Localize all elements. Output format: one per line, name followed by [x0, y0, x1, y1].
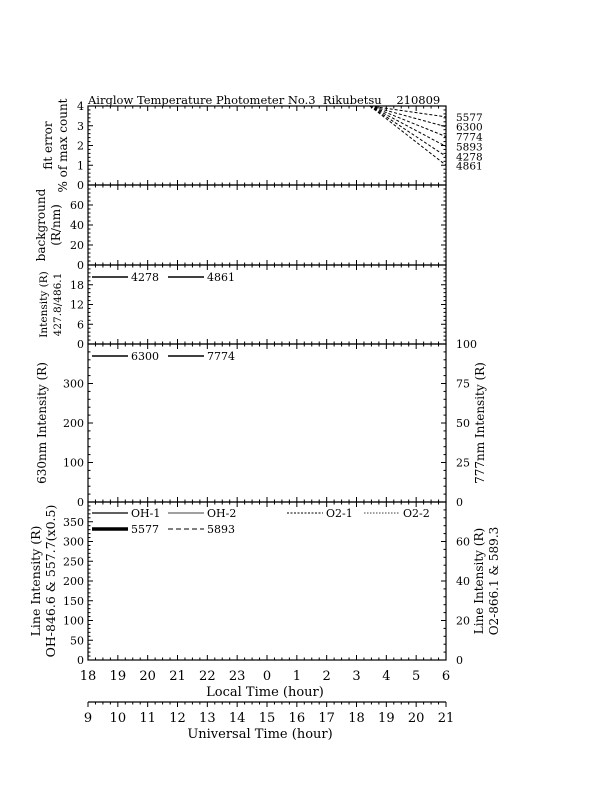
lt-tick-label: 4 [382, 669, 391, 684]
y-tick-label: 200 [63, 575, 84, 588]
lt-tick-label: 21 [169, 669, 186, 684]
series-line-4278 [370, 106, 446, 156]
chart-title: Airglow Temperature Photometer No.3 Rikubetsu 210809 [88, 93, 441, 107]
y-axis-label: 630nm Intensity (R) [35, 362, 49, 484]
y-axis-label: 427.8/486.1 [52, 272, 64, 337]
lt-tick-label: 1 [292, 669, 301, 684]
series-label-5577: 5577 [456, 111, 483, 124]
legend-label-OH-1: OH-1 [131, 507, 161, 520]
legend-label-O2-2: O2-2 [403, 507, 430, 520]
y-tick-label: 50 [70, 634, 84, 648]
y-axis-label: Intensity (R) [38, 271, 50, 338]
legend-label-O2-1: O2-1 [326, 507, 353, 520]
series-label-6300: 6300 [456, 121, 483, 134]
ut-tick-label: 10 [109, 711, 127, 726]
legend-label-5577: 5577 [131, 523, 159, 536]
y-right-tick-label: 60 [456, 535, 470, 549]
legend-label-7774: 7774 [207, 350, 235, 363]
y-tick-label: 1 [77, 159, 84, 173]
lt-tick-label: 22 [199, 669, 216, 684]
panel-intensity-427 [38, 265, 446, 351]
y-tick-label: 100 [63, 456, 84, 470]
y-tick-label: 40 [70, 219, 84, 232]
panel-fit-error [41, 98, 483, 192]
ut-tick-label: 18 [348, 711, 365, 726]
y-axis-label: fit error [41, 121, 55, 170]
y-right-tick-label: 50 [456, 417, 470, 430]
lt-tick-label: 19 [109, 669, 127, 684]
y-right-tick-label: 0 [456, 654, 463, 667]
ut-tick-label: 14 [228, 711, 246, 726]
local-time-label: Local Time (hour) [206, 685, 324, 700]
y-tick-label: 0 [77, 654, 84, 667]
y-tick-label: 20 [70, 239, 84, 252]
series-label-7774: 7774 [456, 131, 483, 144]
legend-label-4861: 4861 [207, 271, 235, 284]
legend-label-5893: 5893 [207, 523, 235, 536]
y-right-tick-label: 25 [456, 456, 470, 470]
series-label-4278: 4278 [456, 151, 483, 164]
ut-tick-label: 9 [83, 711, 93, 726]
universal-time-axis [84, 702, 454, 726]
lt-tick-label: 23 [228, 669, 246, 684]
ut-tick-label: 17 [318, 711, 335, 726]
panel-line-intensity [28, 502, 501, 667]
y-right-axis-label: Line Intensity (R) [472, 527, 486, 635]
lt-tick-label: 6 [441, 669, 451, 684]
y-axis-label: % of max count [56, 98, 70, 193]
local-time-axis [80, 669, 450, 684]
legend-label-6300: 6300 [131, 350, 159, 363]
legend-label-4278: 4278 [131, 271, 159, 284]
y-right-tick-label: 75 [456, 377, 470, 391]
y-axis-label: (R/nm) [49, 204, 63, 246]
ut-tick-label: 19 [378, 711, 395, 726]
y-tick-label: 12 [70, 298, 84, 312]
y-tick-label: 250 [63, 555, 84, 569]
y-axis-label: OH-846.6 & 557.7(x0.5) [43, 504, 58, 658]
y-right-axis-label: 777nm Intensity (R) [473, 362, 487, 484]
y-tick-label: 150 [63, 594, 84, 608]
y-tick-label: 6 [77, 318, 84, 332]
y-tick-label: 18 [70, 278, 84, 292]
lt-tick-label: 2 [322, 669, 331, 684]
lt-tick-label: 18 [79, 669, 97, 684]
y-axis-label: background [34, 188, 48, 262]
y-tick-label: 3 [77, 119, 84, 133]
ut-tick-label: 15 [258, 711, 276, 726]
series-line-6300 [370, 106, 446, 127]
y-right-axis-label: O2-866.1 & 589.3 [487, 526, 501, 636]
ut-tick-label: 21 [437, 711, 455, 726]
panel-frame [88, 185, 446, 265]
y-right-tick-label: 100 [456, 338, 477, 351]
y-tick-label: 4 [77, 100, 84, 113]
y-tick-label: 0 [77, 259, 84, 272]
y-tick-label: 100 [63, 614, 84, 628]
y-tick-label: 0 [77, 338, 84, 351]
series-label-5893: 5893 [456, 141, 483, 154]
ut-tick-label: 20 [407, 711, 425, 726]
y-right-tick-label: 40 [456, 575, 470, 588]
y-right-tick-label: 0 [456, 496, 463, 509]
y-tick-label: 350 [63, 515, 84, 529]
series-line-7774 [370, 106, 446, 137]
y-axis-label: Line Intensity (R) [28, 525, 43, 637]
ut-tick-label: 16 [288, 711, 306, 726]
legend-label-OH-2: OH-2 [207, 507, 237, 520]
series-line-5893 [370, 106, 446, 146]
y-tick-label: 60 [70, 199, 84, 212]
universal-time-label: Universal Time (hour) [187, 727, 333, 742]
ut-tick-label: 12 [169, 711, 186, 726]
series-label-4861: 4861 [456, 160, 483, 173]
panel-intensity-630 [35, 338, 487, 509]
y-tick-label: 300 [63, 535, 84, 549]
series-line-5577 [370, 106, 446, 117]
y-tick-label: 2 [77, 139, 84, 153]
lt-tick-label: 3 [352, 669, 361, 684]
panel-frame [88, 344, 446, 502]
ut-tick-label: 11 [139, 711, 156, 726]
y-right-tick-label: 20 [456, 614, 470, 628]
y-tick-label: 0 [77, 179, 84, 192]
ut-tick-label: 13 [199, 711, 216, 726]
y-tick-label: 300 [63, 377, 84, 391]
lt-tick-label: 20 [139, 669, 156, 684]
panel-background [34, 185, 446, 272]
y-tick-label: 200 [63, 417, 84, 430]
lt-tick-label: 5 [412, 669, 421, 684]
y-tick-label: 0 [77, 496, 84, 509]
lt-tick-label: 0 [262, 669, 272, 684]
